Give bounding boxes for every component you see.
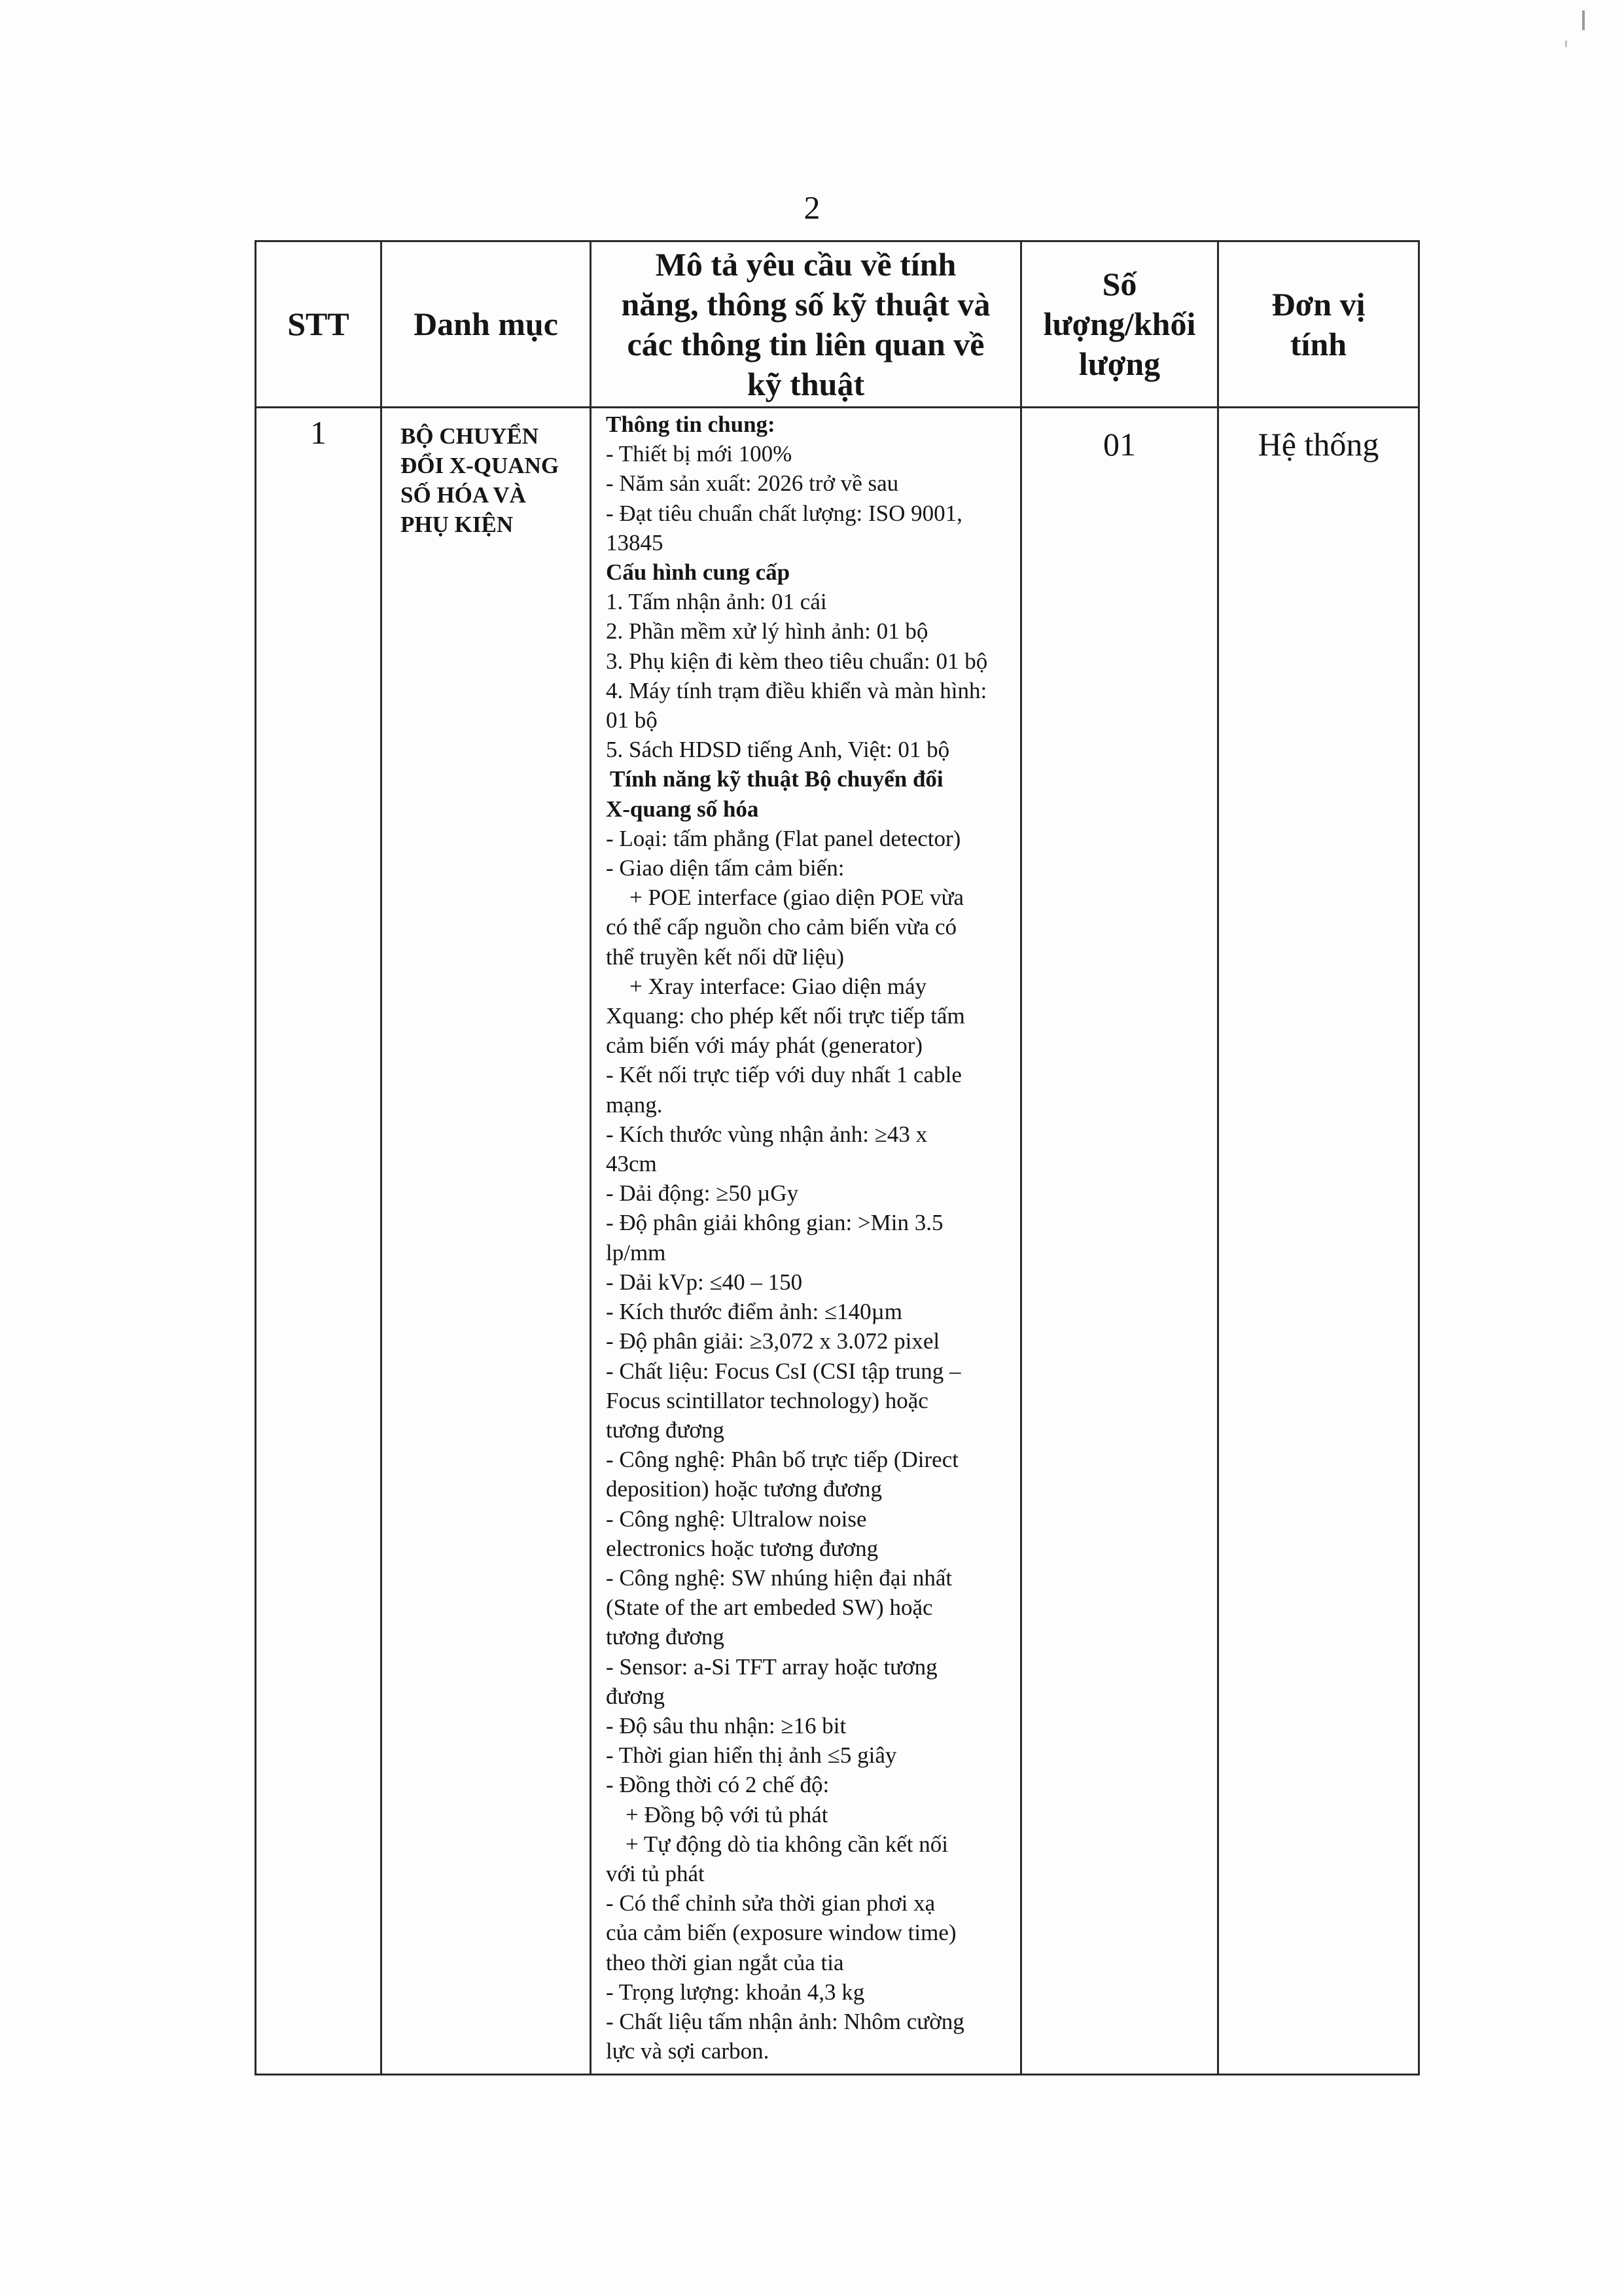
description-line: đương (606, 1683, 665, 1709)
header-unit (1218, 241, 1419, 408)
header-quantity (1021, 241, 1218, 408)
description-line: + POE interface (giao diện POE vừa (629, 885, 964, 911)
description-line: deposition) hoặc tương đương (606, 1476, 882, 1502)
description-line: - Sensor: a-Si TFT array hoặc tương (606, 1653, 938, 1680)
section-heading: Thông tin chung: (606, 412, 775, 437)
table-row (256, 408, 1419, 2075)
description-line: 01 bộ (606, 707, 658, 733)
description-line: tương đương (606, 1417, 724, 1443)
header-unit-line: tính (1290, 325, 1347, 362)
description-line: - Độ phân giải không gian: >Min 3.5 (606, 1210, 944, 1236)
description-line: cảm biến với máy phát (generator) (606, 1033, 923, 1059)
description-line: (State of the art embeded SW) hoặc (606, 1595, 933, 1621)
description-line: lực và sợi carbon. (606, 2038, 769, 2064)
scan-mark (1565, 41, 1567, 47)
description-line: - Kích thước điểm ảnh: ≤140µm (606, 1299, 903, 1325)
description-line: - Thời gian hiển thị ảnh ≤5 giây (606, 1742, 897, 1769)
item-name-line: SỐ HÓA VÀ (400, 482, 526, 508)
row-stt: 1 (256, 408, 381, 2075)
description-line: - Đồng thời có 2 chế độ: (606, 1772, 830, 1798)
description-line: Xquang: cho phép kết nối trực tiếp tấm (606, 1003, 965, 1029)
header-description (591, 241, 1021, 408)
description-line: có thể cấp nguồn cho cảm biến vừa có (606, 914, 957, 940)
description-line: 43cm (606, 1151, 657, 1177)
description-line: với tủ phát (606, 1860, 705, 1886)
description-line: - Kết nối trực tiếp với duy nhất 1 cable (606, 1062, 962, 1088)
description-line: - Dải kVp: ≤40 – 150 (606, 1269, 803, 1295)
row-description (591, 408, 1021, 2075)
row-quantity: 01 (1021, 408, 1218, 2075)
description-line: 4. Máy tính trạm điều khiển và màn hình: (606, 677, 987, 703)
description-line: + Xray interface: Giao diện máy (629, 973, 927, 999)
description-line: + Tự động dò tia không cần kết nối (626, 1831, 948, 1857)
description-line: thể truyền kết nối dữ liệu) (606, 944, 845, 970)
description-line: - Độ sâu thu nhận: ≥16 bit (606, 1712, 847, 1739)
header-unit-line: Đơn vị (1271, 285, 1366, 323)
description-line: - Kích thước vùng nhận ảnh: ≥43 x (606, 1121, 928, 1147)
description-line: - Giao diện tấm cảm biến: (606, 855, 845, 881)
description-line: - Đạt tiêu chuẩn chất lượng: ISO 9001, (606, 500, 962, 526)
description-line: electronics hoặc tương đương (606, 1535, 879, 1561)
section-heading: Tính năng kỹ thuật Bộ chuyển đổi (610, 766, 944, 792)
description-line: mạng. (606, 1091, 663, 1118)
header-quantity-line: lượng (1078, 345, 1161, 382)
item-name-line: BỘ CHUYỂN (400, 423, 538, 449)
header-quantity-line: lượng/khối (1043, 306, 1196, 342)
description-line: + Đồng bộ với tủ phát (626, 1801, 828, 1828)
description-line: lp/mm (606, 1239, 666, 1265)
specification-table (255, 240, 1420, 2075)
section-heading: Cấu hình cung cấp (606, 559, 790, 586)
header-description-line: kỹ thuật (747, 365, 865, 402)
description-line: - Chất liệu tấm nhận ảnh: Nhôm cường (606, 2008, 964, 2034)
description-line: - Độ phân giải: ≥3,072 x 3.072 pixel (606, 1328, 940, 1354)
header-description-line: Mô tả yêu cầu về tính (655, 245, 957, 283)
description-line: - Trọng lượng: khoản 4,3 kg (606, 1979, 865, 2005)
description-line: theo thời gian ngắt của tia (606, 1949, 844, 1975)
header-description-line: các thông tin liên quan về (627, 325, 985, 362)
item-name-line: ĐỔI X-QUANG (400, 453, 559, 478)
row-item-name (381, 408, 591, 2075)
page-number: 2 (803, 189, 821, 226)
description-line: - Công nghệ: Phân bố trực tiếp (Direct (606, 1447, 959, 1473)
description-line: của cảm biến (exposure window time) (606, 1920, 957, 1946)
description-line: - Loại: tấm phẳng (Flat panel detector) (606, 825, 961, 851)
description-line: 3. Phụ kiện đi kèm theo tiêu chuẩn: 01 bộ (606, 648, 988, 674)
description-line: tương đương (606, 1624, 724, 1650)
description-line: 13845 (606, 529, 663, 556)
description-line: - Chất liệu: Focus CsI (CSI tập trung – (606, 1358, 961, 1384)
description-line: - Năm sản xuất: 2026 trở về sau (606, 470, 899, 497)
table-header-row (256, 241, 1419, 408)
row-unit: Hệ thống (1218, 408, 1419, 2075)
description-line: - Dải động: ≥50 µGy (606, 1180, 799, 1207)
description-line: 1. Tấm nhận ảnh: 01 cái (606, 589, 827, 615)
header-quantity-line: Số (1102, 266, 1137, 302)
section-heading: X-quang số hóa (606, 796, 759, 822)
description-line: - Công nghệ: Ultralow noise (606, 1506, 867, 1532)
description-line: Focus scintillator technology) hoặc (606, 1387, 928, 1413)
header-stt: STT (256, 241, 381, 408)
description-line: - Có thể chỉnh sửa thời gian phơi xạ (606, 1890, 936, 1916)
description-line: 5. Sách HDSD tiếng Anh, Việt: 01 bộ (606, 737, 950, 763)
scan-mark (1582, 10, 1585, 30)
description-line: - Thiết bị mới 100% (606, 441, 792, 467)
header-description-line: năng, thông số kỹ thuật và (621, 285, 991, 323)
description-line: 2. Phần mềm xử lý hình ảnh: 01 bộ (606, 618, 928, 645)
description-line: - Công nghệ: SW nhúng hiện đại nhất (606, 1564, 953, 1591)
header-name: Danh mục (381, 241, 591, 408)
item-name-line: PHỤ KIỆN (400, 512, 514, 537)
